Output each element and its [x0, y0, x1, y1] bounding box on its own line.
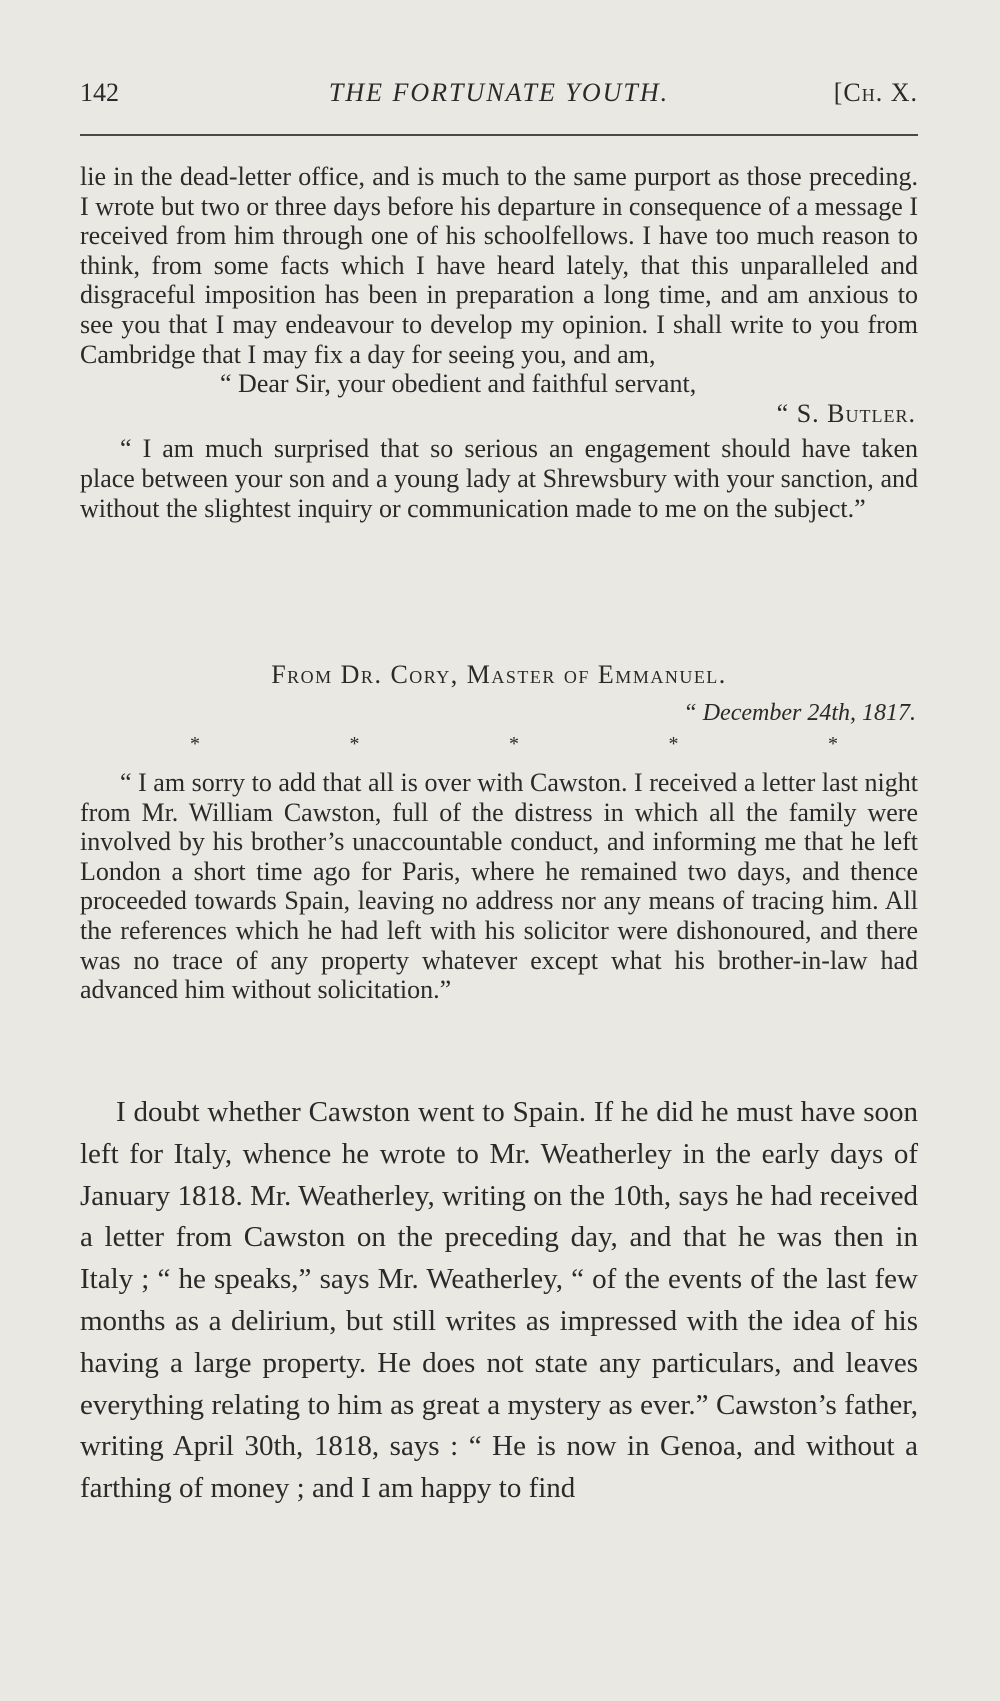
letter-postscript: “ I am much surprised that so serious an engagement should have taken place between your son and a young lady at Shrewsbury with your sanction, and without the slightest inquiry or communication made to me on the subject.”	[80, 434, 918, 523]
letter-two-body: “ I am sorry to add that all is over with Cawston. I received a letter last night from Mr. William Cawston, full of the distress in which all the family were involved by his brother’s unaccountable conduct, and informing me that he left London a short time ago for Paris, where he remained two days, and thence proceeded towards Spain, leaving no address nor any means of tracing him. All the references which he had left with his solicitor were dishonoured, and there was no trace of any property whatever except what his brother-in-law had advanced him without solicitation.”	[80, 768, 918, 1005]
letter-signature: “ S. Butler.	[776, 398, 916, 428]
letter-two	[80, 768, 918, 1005]
chapter-marker: [Ch. X.	[833, 78, 918, 107]
ellipsis-stars	[80, 733, 918, 756]
section-heading: From Dr. Cory, Master of Emmanuel.	[271, 660, 727, 689]
narrative-paragraph: I doubt whether Cawston went to Spain. If he did he must have soon left for Italy, whence he wrote to Mr. Weatherley in the early days of January 1818. Mr. Weatherley, writing on the 10th, says he had received a letter from Cawston on the preceding day, and that he was then in Italy ; “ he speaks,” says Mr. Weatherley, “ of the events of the last few months as a delirium, but still writes as impressed with the idea of his having a large property. He does not state any particulars, and leaves everything relating to him as great a mystery as ever.” Cawston’s father, writing April 30th, 1818, says : “ He is now in Genoa, and without a farthing of money ; and I am happy to find	[80, 1096, 918, 1505]
header-rule	[80, 134, 918, 136]
letter-body: lie in the dead-letter office, and is much to the same purport as those preceding. I wrote but two or three days before his departure in consequence of a message I received from him through one of his schoolfellows. I have too much reason to think, from some facts which I have heard lately, that this unparalleled and disgraceful imposition has been in preparation a long time, and am anxious to see you that I may endeavour to develop my opinion. I shall write to you from Cambridge that I may fix a day for seeing you, and am,	[80, 162, 918, 369]
narrative-block	[80, 1092, 918, 1510]
star-3: *	[509, 733, 519, 755]
letter-one	[80, 162, 918, 523]
star-4: *	[668, 733, 679, 755]
star-1: *	[190, 733, 200, 755]
star-2: *	[349, 733, 360, 755]
letter-date: “ December 24th, 1817.	[683, 700, 916, 726]
star-5: *	[828, 733, 838, 755]
letter-closing: “ Dear Sir, your obedient and faithful servant,	[220, 369, 697, 399]
letter-two-heading-block	[80, 660, 918, 756]
page-number: 142	[80, 78, 119, 107]
running-title: THE FORTUNATE YOUTH.	[328, 78, 670, 107]
running-header	[80, 78, 918, 118]
